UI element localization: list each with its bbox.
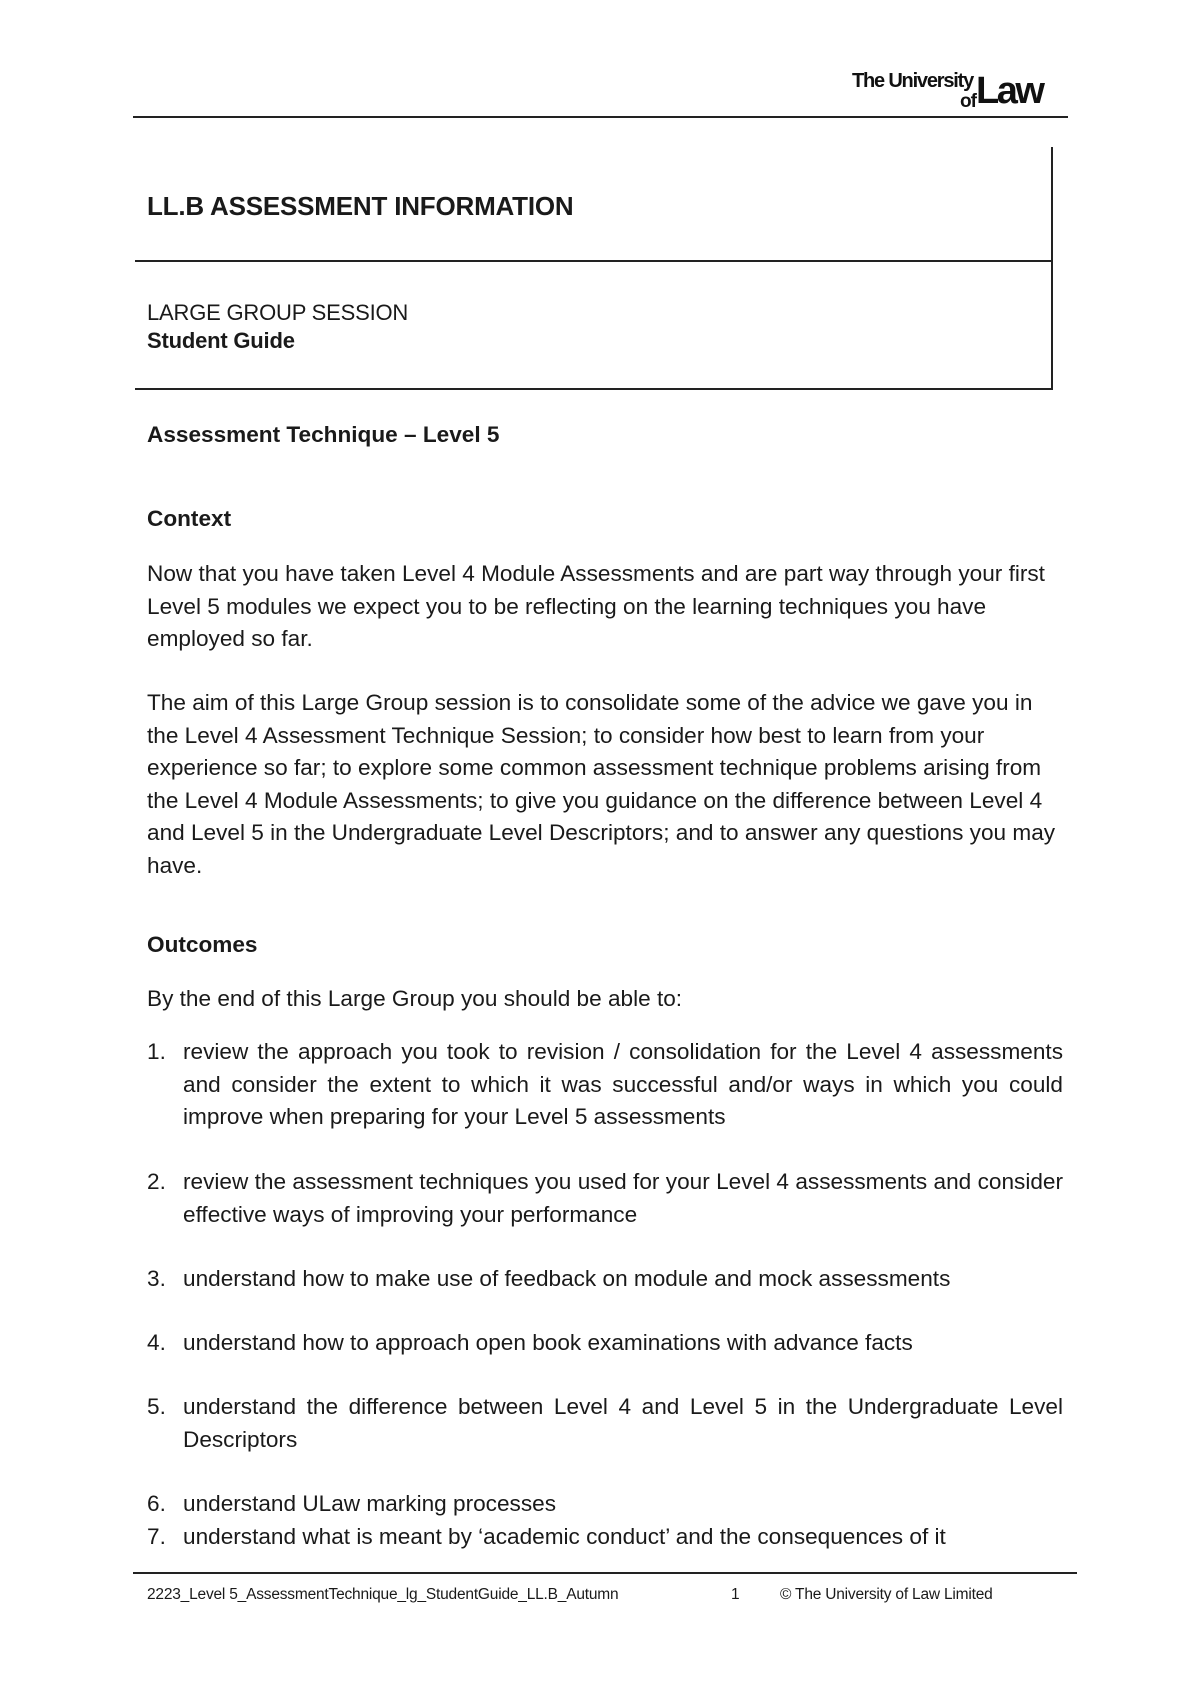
list-item-number: 6. xyxy=(147,1491,166,1516)
university-logo xyxy=(852,68,1057,112)
logo-line1: The University xyxy=(852,70,974,92)
list-item-text: review the assessment techniques you used for your Level 4 assessments and consider effective ways of improving your performance xyxy=(183,1169,1063,1227)
list-item xyxy=(147,1488,1063,1521)
list-item xyxy=(147,1521,1063,1554)
outcomes-list xyxy=(147,1327,1063,1360)
footer-filename: 2223_Level 5_AssessmentTechnique_lg_StudentGuide_LL.B_Autumn xyxy=(147,1586,619,1603)
list-item-number: 2. xyxy=(147,1169,166,1194)
context-heading: Context xyxy=(147,506,232,531)
list-item-number: 3. xyxy=(147,1266,166,1291)
list-item xyxy=(147,1263,1063,1296)
list-item-text: understand how to approach open book examinations with advance facts xyxy=(183,1330,913,1355)
list-item xyxy=(147,1036,1063,1134)
logo-line2: of xyxy=(960,91,976,112)
list-item-text: understand what is meant by ‘academic conduct’ and the consequences of it xyxy=(183,1523,946,1549)
list-item-text: understand how to make use of feedback on module and mock assessments xyxy=(183,1266,951,1291)
guide-label: Student Guide xyxy=(147,328,295,353)
list-item-number: 7. xyxy=(147,1523,166,1549)
outcomes-list xyxy=(147,1263,1063,1296)
title-box xyxy=(135,147,1053,262)
outcomes-intro: By the end of this Large Group you should be able to: xyxy=(147,986,683,1011)
list-item-number: 4. xyxy=(147,1330,166,1355)
footer-rule xyxy=(133,1572,1077,1574)
list-item-number: 5. xyxy=(147,1394,166,1419)
document-title: LL.B ASSESSMENT INFORMATION xyxy=(147,191,574,221)
header-rule xyxy=(133,116,1068,118)
outcomes-list xyxy=(147,1166,1063,1231)
list-item-number: 1. xyxy=(147,1039,166,1064)
outcomes-list xyxy=(147,1488,1063,1553)
footer-copyright: © The University of Law Limited xyxy=(780,1586,993,1603)
list-item-text: understand the difference between Level 4 and Level 5 in the Undergraduate Level Descriptors xyxy=(183,1394,1063,1452)
list-item-text: review the approach you took to revision / consolidation for the Level 4 assessments and consider the extent to which it was successful and/or ways in which you could improve when preparing for your Level 5 assessments xyxy=(183,1039,1063,1129)
logo-line3: Law xyxy=(976,70,1043,112)
list-item xyxy=(147,1327,1063,1360)
outcomes-list xyxy=(147,1391,1063,1456)
list-item xyxy=(147,1391,1063,1456)
outcomes-list xyxy=(147,1036,1063,1134)
session-label: LARGE GROUP SESSION xyxy=(147,300,409,325)
main-heading: Assessment Technique – Level 5 xyxy=(147,422,500,447)
list-item xyxy=(147,1166,1063,1231)
context-paragraph-2: The aim of this Large Group session is to consolidate some of the advice we gave you in the Level 4 Assessment Technique Session; to consider how best to learn from your experience so far; to explore some common assessment technique problems arising from the Level 4 Module Assessments; to give you guidance on the difference between Level 4 and Level 5 in the Undergraduate Level Descriptors; and to answer any questions you may have. xyxy=(147,690,1056,878)
context-paragraph-1: Now that you have taken Level 4 Module Assessments and are part way through your first Level 5 modules we expect you to be reflecting on the learning techniques you have employed so far. xyxy=(147,561,1045,651)
session-box xyxy=(135,262,1053,390)
page-number: 1 xyxy=(731,1586,740,1603)
list-item-text: understand ULaw marking processes xyxy=(183,1491,556,1516)
outcomes-heading: Outcomes xyxy=(147,932,258,957)
